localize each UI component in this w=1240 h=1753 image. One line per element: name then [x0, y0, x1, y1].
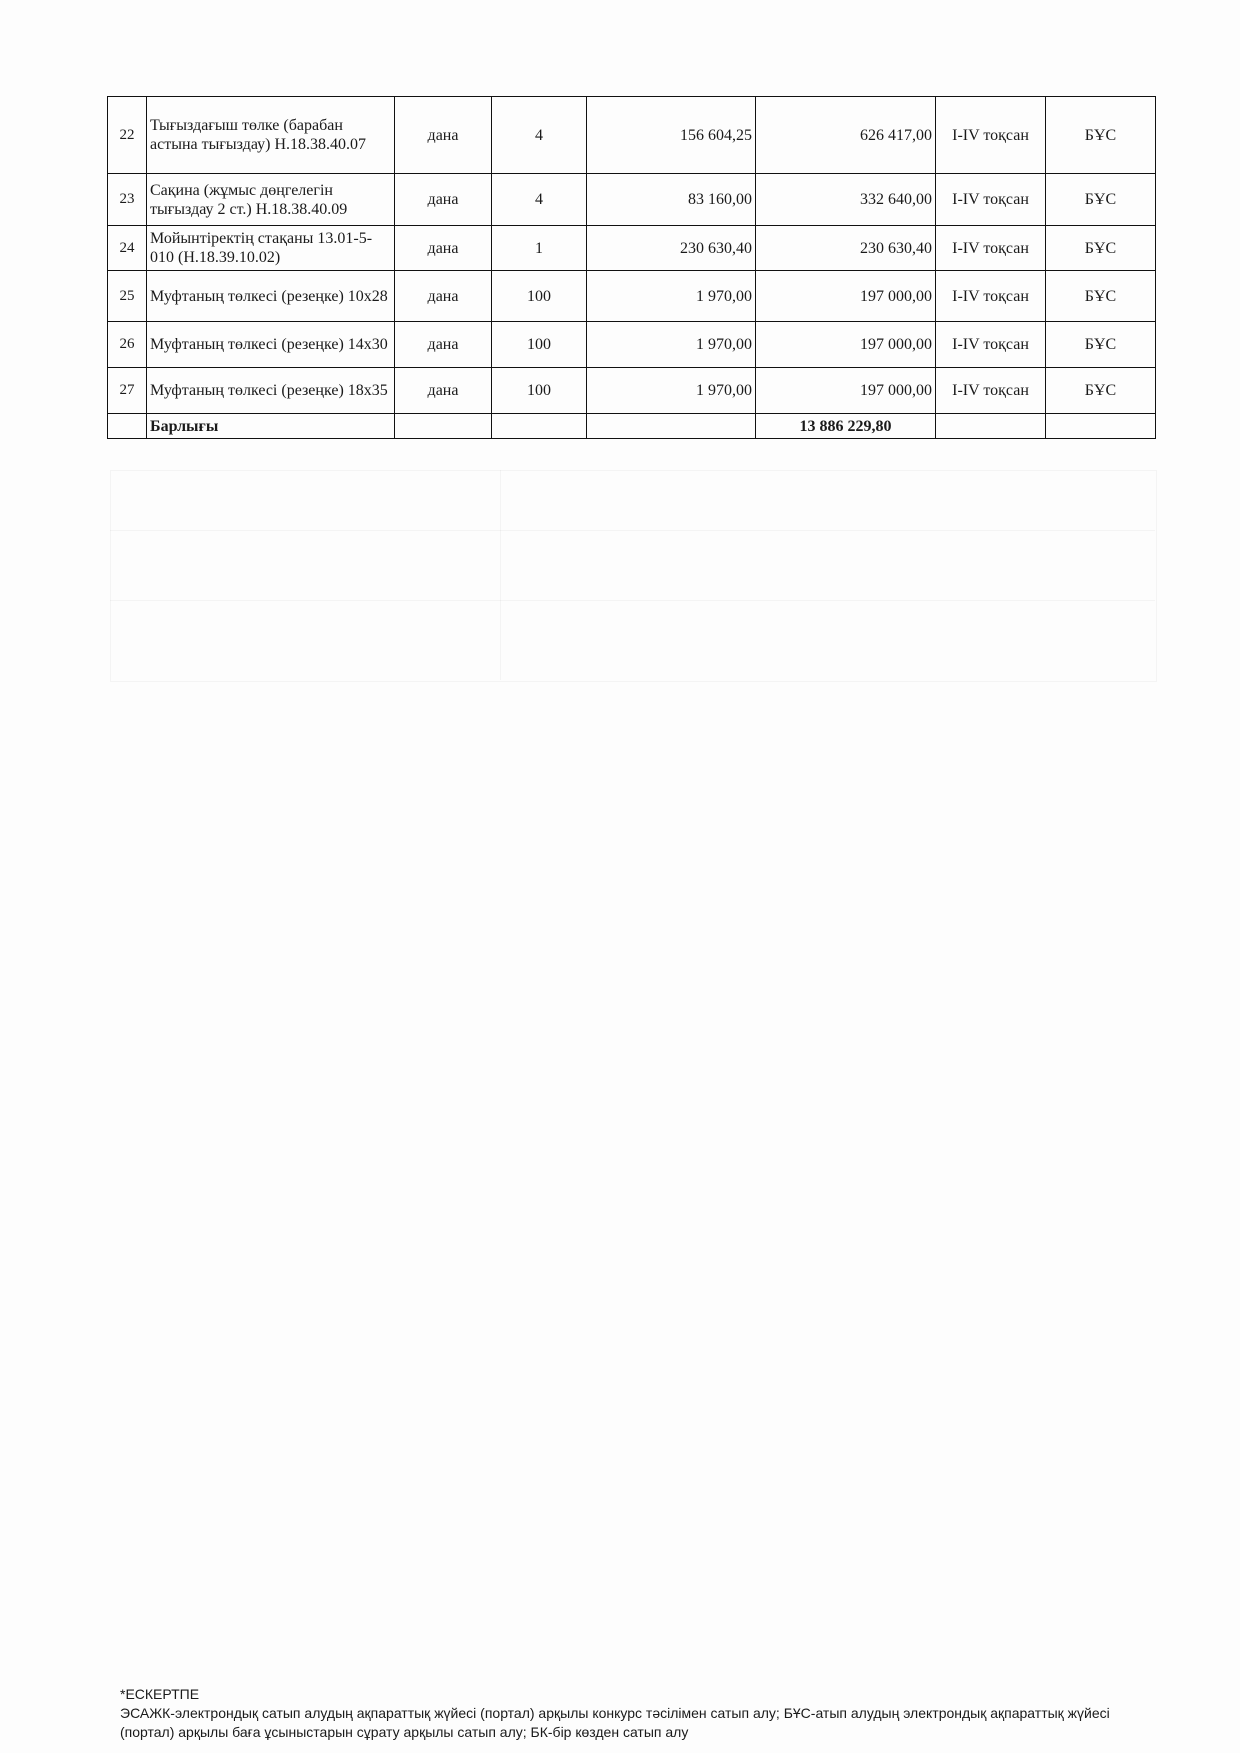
total-empty-cell: [108, 414, 147, 439]
table-row: [108, 322, 1156, 368]
item-unit: дана: [395, 226, 492, 271]
item-quantity: 4: [492, 97, 587, 174]
item-name: Мойынтіректің стақаны 13.01-5-010 (Н.18.39.10.02): [147, 226, 395, 271]
item-sum: 197 000,00: [756, 322, 936, 368]
item-price: 1 970,00: [587, 322, 756, 368]
item-name: Муфтаның төлкесі (резеңке) 18х35: [147, 368, 395, 414]
item-price: 1 970,00: [587, 271, 756, 322]
row-number: 27: [108, 368, 147, 414]
item-unit: дана: [395, 322, 492, 368]
row-number: 25: [108, 271, 147, 322]
item-method: БҰС: [1046, 174, 1156, 226]
item-price: 156 604,25: [587, 97, 756, 174]
item-price: 83 160,00: [587, 174, 756, 226]
total-label: Барлығы: [147, 414, 395, 439]
item-quantity: 1: [492, 226, 587, 271]
item-period: I-IV тоқсан: [936, 368, 1046, 414]
item-sum: 626 417,00: [756, 97, 936, 174]
total-empty-cell: [395, 414, 492, 439]
item-unit: дана: [395, 174, 492, 226]
item-quantity: 100: [492, 368, 587, 414]
item-method: БҰС: [1046, 368, 1156, 414]
bleed-through-mark: [500, 470, 501, 680]
item-name: Тығыздағыш төлке (барабан астына тығыздау) Н.18.38.40.07: [147, 97, 395, 174]
item-sum: 197 000,00: [756, 271, 936, 322]
item-period: I-IV тоқсан: [936, 174, 1046, 226]
item-quantity: 100: [492, 271, 587, 322]
table-row: [108, 226, 1156, 271]
table-row: [108, 174, 1156, 226]
footnote-title: *ЕСКЕРТПЕ: [120, 1686, 200, 1702]
footnote: [120, 1685, 1130, 1742]
item-quantity: 100: [492, 322, 587, 368]
total-empty-cell: [936, 414, 1046, 439]
table-row: [108, 97, 1156, 174]
item-method: БҰС: [1046, 322, 1156, 368]
total-sum: 13 886 229,80: [756, 414, 936, 439]
item-name: Муфтаның төлкесі (резеңке) 14х30: [147, 322, 395, 368]
item-sum: 197 000,00: [756, 368, 936, 414]
item-method: БҰС: [1046, 226, 1156, 271]
total-row: [108, 414, 1156, 439]
table-row: [108, 368, 1156, 414]
bleed-through-mark: [110, 530, 1155, 531]
row-number: 22: [108, 97, 147, 174]
item-unit: дана: [395, 271, 492, 322]
bleed-through-mark: [110, 470, 1157, 682]
item-name: Муфтаның төлкесі (резеңке) 10х28: [147, 271, 395, 322]
row-number: 23: [108, 174, 147, 226]
item-period: I-IV тоқсан: [936, 271, 1046, 322]
item-quantity: 4: [492, 174, 587, 226]
row-number: 24: [108, 226, 147, 271]
item-price: 1 970,00: [587, 368, 756, 414]
total-empty-cell: [1046, 414, 1156, 439]
total-empty-cell: [492, 414, 587, 439]
item-period: I-IV тоқсан: [936, 97, 1046, 174]
item-method: БҰС: [1046, 271, 1156, 322]
table-row: [108, 271, 1156, 322]
item-unit: дана: [395, 368, 492, 414]
item-period: I-IV тоқсан: [936, 226, 1046, 271]
bleed-through-mark: [110, 600, 1155, 601]
total-empty-cell: [587, 414, 756, 439]
item-method: БҰС: [1046, 97, 1156, 174]
item-name: Сақина (жұмыс дөңгелегін тығыздау 2 ст.) Н.18.38.40.09: [147, 174, 395, 226]
item-price: 230 630,40: [587, 226, 756, 271]
row-number: 26: [108, 322, 147, 368]
footnote-text: ЭСАЖК-электрондық сатып алудың ақпараттық жүйесі (портал) арқылы конкурс тәсілімен сатып алу; БҰС-атып алудың электрондық ақпараттық жүйесі (портал) арқылы баға ұсыныстарын сұрату арқылы сатып алу; БК-бір көзден сатып алу: [120, 1705, 1110, 1740]
procurement-table: [107, 96, 1156, 439]
item-unit: дана: [395, 97, 492, 174]
item-sum: 332 640,00: [756, 174, 936, 226]
item-sum: 230 630,40: [756, 226, 936, 271]
item-period: I-IV тоқсан: [936, 322, 1046, 368]
